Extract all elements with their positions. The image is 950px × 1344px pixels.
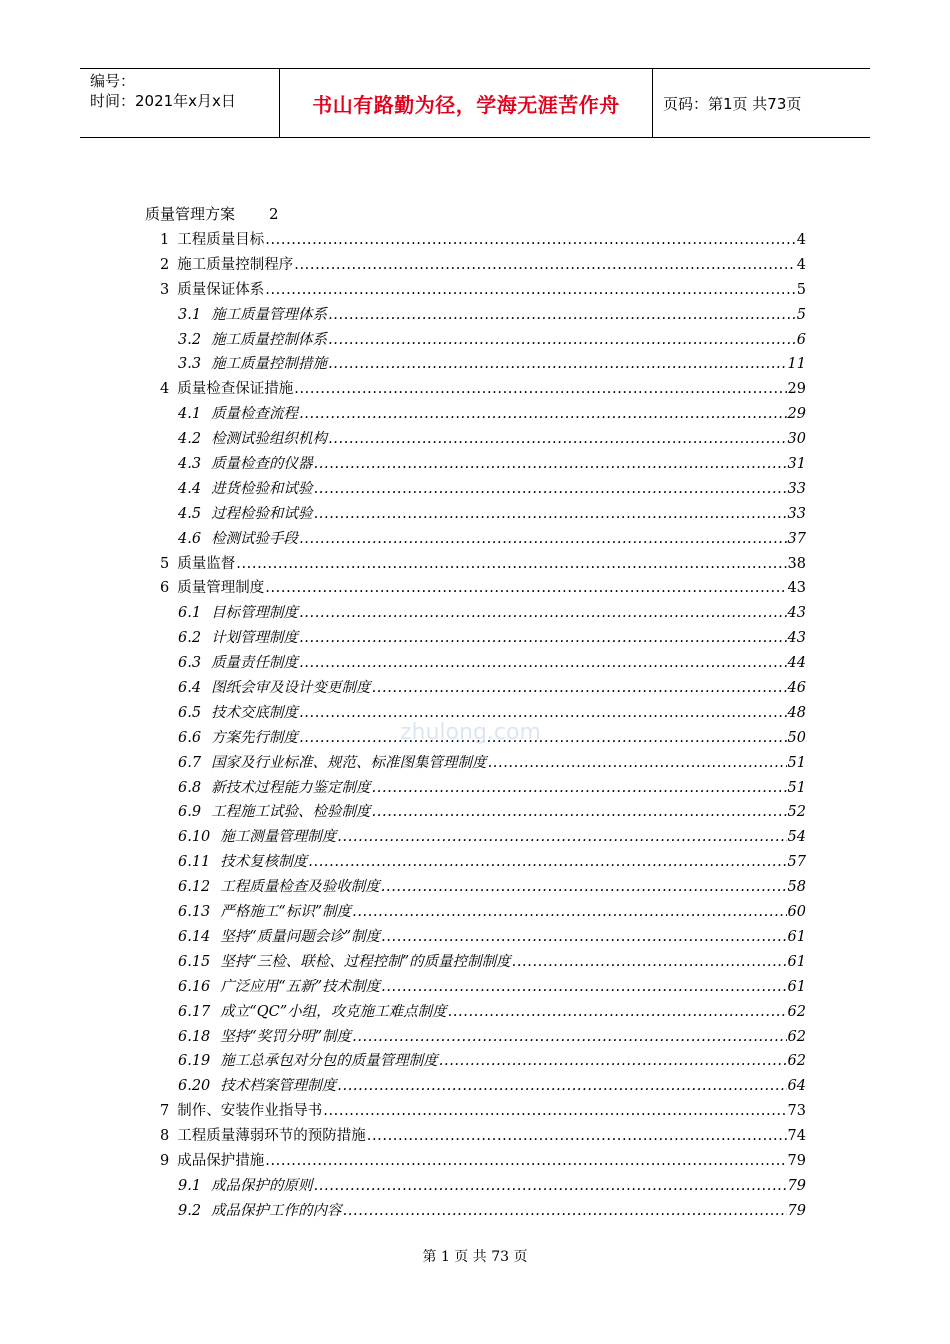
- toc-entry-number: 6.11: [178, 854, 211, 871]
- toc-entry-page: 30: [787, 431, 806, 448]
- toc-entry-page: 43: [787, 605, 806, 622]
- toc-entry-page: 48: [787, 704, 806, 721]
- toc-entry-number: 3.2: [178, 331, 202, 348]
- toc-entry[interactable]: [160, 1074, 806, 1099]
- toc-entry-title: 工程施工试验、检验制度: [211, 804, 371, 821]
- toc-entry-number: 6.1: [178, 605, 202, 622]
- toc-entry-page: 54: [787, 829, 806, 846]
- toc-entry[interactable]: [160, 626, 806, 651]
- toc-leader-dots: [328, 307, 795, 323]
- toc-entry-number: 6.14: [178, 928, 211, 945]
- toc-entry-number: 4.3: [178, 456, 202, 473]
- toc-entry[interactable]: [160, 402, 806, 427]
- toc-entry[interactable]: [160, 676, 806, 701]
- toc-leader-dots: [299, 655, 786, 671]
- toc-entry-number: 6.5: [178, 704, 202, 721]
- toc-entry-title: 施工质量控制体系: [211, 331, 328, 348]
- toc-entry-title: 技术档案管理制度: [220, 1078, 337, 1095]
- toc-entry[interactable]: [160, 1049, 806, 1074]
- toc-entry[interactable]: [160, 950, 806, 975]
- toc-entry[interactable]: [160, 751, 806, 776]
- toc-leader-dots: [381, 929, 786, 945]
- toc-entry-title: 广泛应用“五新”技术制度: [220, 978, 381, 995]
- toc-entry[interactable]: [160, 1124, 806, 1149]
- toc-entry-page: 31: [787, 456, 806, 473]
- toc-entry-number: 6.15: [178, 953, 211, 970]
- toc-entry-number: 6.2: [178, 630, 202, 647]
- toc-leader-dots: [308, 854, 786, 870]
- toc-entry-page: 51: [787, 754, 806, 771]
- toc-entry-number: 4.4: [178, 480, 202, 497]
- toc-entry[interactable]: [160, 651, 806, 676]
- toc-entry-page: 74: [787, 1128, 806, 1145]
- toc-entry-title: 新技术过程能力鉴定制度: [211, 779, 371, 796]
- toc-entry-number: 8: [160, 1128, 170, 1145]
- toc-entry-page: 79: [787, 1152, 806, 1169]
- toc-entry-title: 质量检查保证措施: [177, 381, 294, 398]
- toc-leader-dots: [265, 1153, 786, 1169]
- toc-entry-page: 79: [787, 1177, 806, 1194]
- doc-date: 时间：2021年x月x日: [90, 92, 236, 110]
- toc-entry[interactable]: [160, 278, 806, 303]
- toc-entry[interactable]: [160, 1025, 806, 1050]
- toc-entry-title: 施工测量管理制度: [220, 829, 337, 846]
- toc-leader-dots: [448, 1004, 787, 1020]
- toc-entry[interactable]: [160, 850, 806, 875]
- toc-entry-number: 9.1: [178, 1177, 202, 1194]
- toc-leader-dots: [352, 1029, 786, 1045]
- toc-entry-page: 37: [787, 530, 806, 547]
- toc-leader-dots: [343, 1203, 787, 1219]
- toc-leader-dots: [299, 406, 786, 422]
- toc-entry-page: 61: [787, 953, 806, 970]
- toc-entry-number: 6.4: [178, 680, 202, 697]
- toc-entry-number: 1: [160, 232, 170, 248]
- toc-entry-title: 成立“QC”小组，攻克施工难点制度: [220, 1003, 447, 1020]
- toc-leader-dots: [352, 904, 786, 920]
- toc-entry-title: 质量监督: [177, 555, 236, 572]
- toc-entry[interactable]: [160, 303, 806, 328]
- toc-entry-number: 4.2: [178, 431, 202, 448]
- toc-entry-page: 73: [787, 1103, 806, 1120]
- watermark: zhulong.com: [400, 720, 541, 745]
- header-motto-cell: [280, 69, 653, 137]
- toc-entry-page: 61: [787, 978, 806, 995]
- toc-entry[interactable]: [160, 875, 806, 900]
- toc-entry-page: 62: [787, 1053, 806, 1070]
- toc-entry-number: 6: [160, 580, 170, 597]
- toc-leader-dots: [512, 954, 787, 970]
- toc-entry[interactable]: [160, 228, 806, 253]
- header-left-cell: [80, 69, 280, 137]
- toc-entry-page: 29: [787, 406, 806, 423]
- toc-entry-page: 43: [787, 580, 806, 597]
- toc-entry-title: 图纸会审及设计变更制度: [211, 680, 371, 697]
- toc-entry-title: 成品保护工作的内容: [211, 1202, 342, 1219]
- toc-leader-dots: [367, 1128, 787, 1144]
- toc-entry-number: 6.12: [178, 879, 211, 896]
- toc-entry[interactable]: [160, 1000, 806, 1025]
- toc-entry-title: 施工质量控制措施: [211, 356, 328, 373]
- toc-entry[interactable]: [160, 328, 806, 353]
- toc-entry-page: 60: [787, 904, 806, 921]
- doc-number: 编号：: [90, 72, 136, 90]
- toc-entry-title: 施工质量控制程序: [177, 256, 294, 273]
- toc-entry-number: 6.18: [178, 1028, 211, 1045]
- toc-entry[interactable]: [160, 352, 806, 377]
- toc-entry[interactable]: [160, 253, 806, 278]
- page-header: [80, 68, 870, 138]
- toc-entry-title: 检测试验手段: [211, 530, 299, 547]
- toc-leader-dots: [337, 829, 786, 845]
- toc-entry-page: 52: [787, 804, 806, 821]
- toc-entry-title: 目标管理制度: [211, 605, 299, 622]
- toc-entry-title: 过程检验和试验: [211, 505, 313, 522]
- toc-entry-number: 4: [160, 381, 170, 398]
- toc-entry-title: 进货检验和试验: [211, 480, 313, 497]
- toc-entry-title: 质量检查流程: [211, 406, 299, 423]
- toc-entry[interactable]: [160, 377, 806, 402]
- toc-entry[interactable]: [160, 1149, 806, 1174]
- toc-entry-page: 58: [787, 879, 806, 896]
- toc-entry-page: 33: [787, 480, 806, 497]
- toc-leader-dots: [323, 1103, 786, 1119]
- toc-entry-number: 9: [160, 1152, 170, 1169]
- toc-entry-title: 质量检查的仪器: [211, 456, 313, 473]
- toc-entry[interactable]: [160, 601, 806, 626]
- toc-title-text: 质量管理方案: [145, 205, 236, 223]
- toc-entry-page: 29: [787, 381, 806, 398]
- toc-entry-number: 6.20: [178, 1078, 211, 1095]
- toc-entry-page: 33: [787, 505, 806, 522]
- toc-leader-dots: [294, 257, 795, 273]
- toc-entry-title: 计划管理制度: [211, 630, 299, 647]
- toc-entry-page: 62: [787, 1003, 806, 1020]
- toc-entry-title: 坚持“三检、联检、过程控制”的质量控制制度: [220, 953, 511, 970]
- toc-entry[interactable]: [160, 552, 806, 577]
- toc-entry-title: 检测试验组织机构: [211, 431, 328, 448]
- toc-entry-page: 5: [796, 306, 806, 323]
- toc-entry-number: 6.7: [178, 754, 202, 771]
- toc-entry-number: 6.16: [178, 978, 211, 995]
- toc-leader-dots: [299, 705, 786, 721]
- toc-entry-number: 3.3: [178, 356, 202, 373]
- page-footer: 第 1 页 共 73 页: [422, 1249, 528, 1265]
- toc-entry[interactable]: [160, 776, 806, 801]
- toc-title: [145, 203, 279, 224]
- toc-entry-number: 3.1: [178, 306, 202, 323]
- toc-entry[interactable]: [160, 1099, 806, 1124]
- toc-entry-page: 64: [787, 1078, 806, 1095]
- toc-entry-number: 4.1: [178, 406, 202, 423]
- toc-leader-dots: [372, 780, 787, 796]
- toc-entry-page: 4: [796, 232, 806, 248]
- toc-entry-number: 3: [160, 281, 170, 298]
- toc-entry-page: 6: [796, 331, 806, 348]
- toc-entry-number: 4.6: [178, 530, 202, 547]
- toc-entry-page: 61: [787, 928, 806, 945]
- toc-leader-dots: [299, 531, 786, 547]
- header-page-info: 页码：第1页 共73页: [663, 94, 802, 113]
- toc-entry[interactable]: [160, 975, 806, 1000]
- toc-leader-dots: [328, 356, 786, 372]
- toc-leader-dots: [299, 730, 786, 746]
- toc-entry-page: 4: [796, 256, 806, 273]
- toc-entry[interactable]: [160, 576, 806, 601]
- toc-entry-page: 38: [787, 555, 806, 572]
- toc-entry[interactable]: [160, 900, 806, 925]
- toc-entry[interactable]: [160, 800, 806, 825]
- toc-leader-dots: [328, 431, 786, 447]
- toc-leader-dots: [328, 332, 795, 348]
- toc-entry-title: 国家及行业标准、规范、标准图集管理制度: [211, 754, 487, 771]
- toc-leader-dots: [265, 232, 795, 248]
- toc-entry-page: 79: [787, 1202, 806, 1219]
- toc-entry[interactable]: [160, 925, 806, 950]
- toc-entry-page: 50: [787, 729, 806, 746]
- toc-entry-number: 6.9: [178, 804, 202, 821]
- toc-leader-dots: [314, 456, 787, 472]
- toc-leader-dots: [236, 556, 786, 572]
- toc-entry-number: 9.2: [178, 1202, 202, 1219]
- toc-entry-page: 57: [787, 854, 806, 871]
- toc-leader-dots: [439, 1053, 787, 1069]
- toc-entry[interactable]: [160, 825, 806, 850]
- toc-entry-title: 坚持“奖罚分明”制度: [220, 1028, 352, 1045]
- toc-entry-number: 6.3: [178, 655, 202, 672]
- toc-entry-title: 方案先行制度: [211, 729, 299, 746]
- toc-entry-number: 6.19: [178, 1053, 211, 1070]
- toc-leader-dots: [314, 506, 787, 522]
- toc-entry-number: 2: [160, 256, 170, 273]
- toc-entry[interactable]: [160, 427, 806, 452]
- toc-leader-dots: [372, 804, 787, 820]
- header-motto: 书山有路勤为径，学海无涯苦作舟: [312, 92, 620, 117]
- toc-leader-dots: [337, 1078, 786, 1094]
- toc-entry-page: 5: [796, 281, 806, 298]
- toc-entry-title: 技术交底制度: [211, 704, 299, 721]
- toc-entry-page: 44: [787, 655, 806, 672]
- toc-entry[interactable]: [160, 1199, 806, 1224]
- toc-leader-dots: [488, 755, 787, 771]
- toc-entry[interactable]: [160, 477, 806, 502]
- toc-entry-page: 11: [787, 356, 806, 373]
- toc-entry-number: 7: [160, 1103, 170, 1120]
- toc-entry-title: 施工总承包对分包的质量管理制度: [220, 1053, 438, 1070]
- toc-entry-number: 4.5: [178, 505, 202, 522]
- toc-entry[interactable]: [160, 527, 806, 552]
- toc-leader-dots: [381, 979, 786, 995]
- toc-entry-number: 5: [160, 555, 170, 572]
- toc-entry-title: 坚持“质量问题会诊”制度: [220, 928, 381, 945]
- toc-entry[interactable]: [160, 452, 806, 477]
- toc-entry-title: 成品保护措施: [177, 1152, 265, 1169]
- toc-leader-dots: [372, 680, 787, 696]
- toc-title-page: 2: [269, 205, 279, 223]
- toc-entry-number: 6.10: [178, 829, 211, 846]
- toc-entry[interactable]: [160, 502, 806, 527]
- toc-entry-title: 制作、安装作业指导书: [177, 1103, 323, 1120]
- toc-entry-page: 51: [787, 779, 806, 796]
- toc-entry-title: 质量保证体系: [177, 281, 265, 298]
- toc-entry-title: 工程质量目标: [177, 232, 265, 248]
- toc-entry-page: 43: [787, 630, 806, 647]
- toc-leader-dots: [314, 481, 787, 497]
- toc-entry-page: 62: [787, 1028, 806, 1045]
- toc-leader-dots: [294, 381, 786, 397]
- toc-entry[interactable]: [160, 1174, 806, 1199]
- toc-entry-title: 质量责任制度: [211, 655, 299, 672]
- toc-leader-dots: [265, 580, 786, 596]
- toc-leader-dots: [381, 879, 787, 895]
- toc-entry-title: 工程质量检查及验收制度: [220, 879, 380, 896]
- toc-entry-title: 施工质量管理体系: [211, 306, 328, 323]
- toc-entry-number: 6.8: [178, 779, 202, 796]
- toc-entry-number: 6.13: [178, 904, 211, 921]
- toc-entry-title: 严格施工“标识”制度: [220, 904, 352, 921]
- toc-leader-dots: [314, 1178, 787, 1194]
- toc-entry-title: 质量管理制度: [177, 580, 265, 597]
- toc-entry-title: 工程质量薄弱环节的预防措施: [177, 1128, 366, 1145]
- toc-leader-dots: [299, 605, 786, 621]
- toc-leader-dots: [265, 282, 795, 298]
- toc-entry-number: 6.17: [178, 1003, 211, 1020]
- toc-entry-title: 技术复核制度: [220, 854, 308, 871]
- toc-entry-number: 6.6: [178, 729, 202, 746]
- toc-entry-title: 成品保护的原则: [211, 1177, 313, 1194]
- toc-entry-page: 46: [787, 680, 806, 697]
- toc-leader-dots: [299, 630, 786, 646]
